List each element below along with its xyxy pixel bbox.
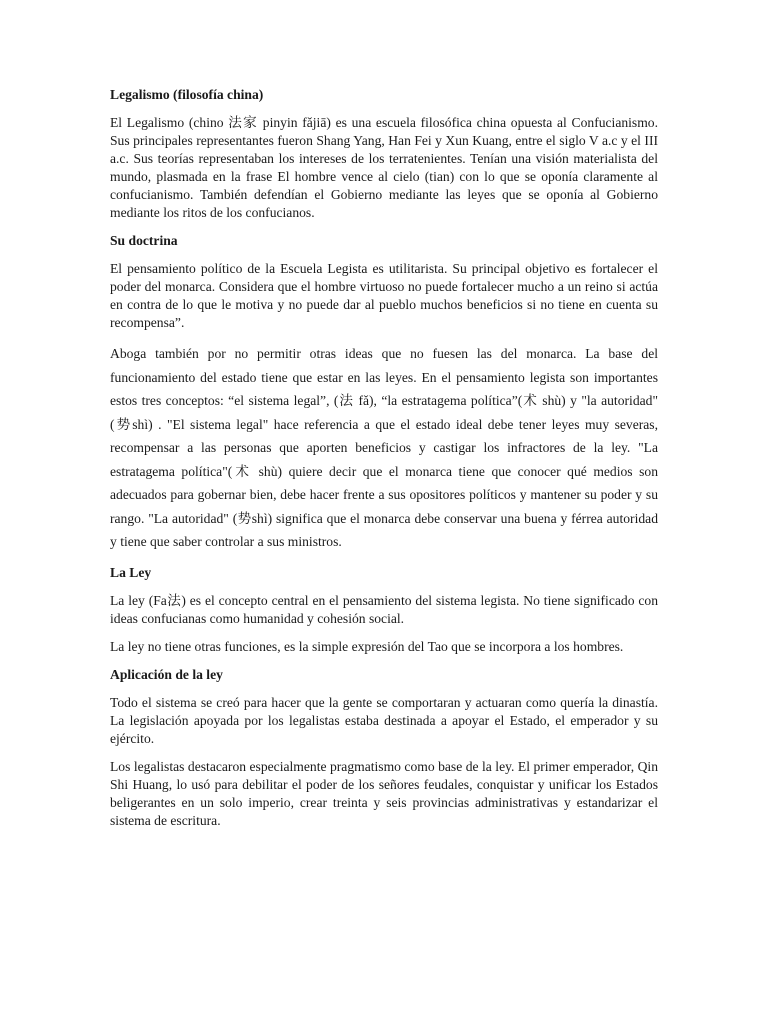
section-heading-doctrina: Su doctrina	[110, 233, 178, 248]
intro-paragraph: El Legalismo (chino 法家 pinyin fǎjiā) es una escuela filosófica china opuesta al Confucianismo. Sus principales representantes fueron Shang Yang, Han Fei y Xun Kuang, entre el siglo V a.c y el III a.c. Sus teorías representaban los intereses de los terratenientes. Tenían una visión materialista del mundo, plasmada en la frase El hombre vence al cielo (tian) con lo que se oponía claramente al confucianismo. También defendían el Gobierno mediante las leyes que se oponía al Gobierno mediante los ritos de los confucianos.	[110, 115, 658, 220]
la-ley-paragraph-1: La ley (Fa法) es el concepto central en el pensamiento del sistema legista. No tiene significado con ideas confucianas como humanidad y cohesión social.	[110, 592, 658, 626]
aplicacion-paragraph-1: Todo el sistema se creó para hacer que la gente se comportaran y actuaran como quería la dinastía. La legislación apoyada por los legalistas estaba destinada a apoyar el Estado, el emperador y su ejército.	[110, 694, 658, 746]
document-title: Legalismo (filosofía china)	[110, 87, 264, 102]
doctrina-paragraph-2: Aboga también por no permitir otras ideas que no fuesen las del monarca. La base del funcionamiento del estado tiene que estar en las leyes. En el pensamiento legista son importantes estos tres conceptos: “el sistema legal”, (法 fǎ), “la estratagema política”(术 shù) y "la autoridad" (势shì) . "El sistema legal" hace referencia a que el estado ideal debe tener leyes muy severas, recompensar a las personas que aporten beneficios y castigar los infractores de la ley. "La estratagema política"(术 shù) quiere decir que el monarca tiene que conocer qué medios son adecuados para gobernar bien, debe hacer frente a sus opositores políticos y mantener su poder y su rango. "La autoridad" (势shì) significa que el monarca debe conservar una buena y férrea autoridad y tiene que saber controlar a sus ministros.	[110, 346, 658, 549]
section-heading-aplicacion: Aplicación de la ley	[110, 666, 223, 682]
aplicacion-paragraph-2: Los legalistas destacaron especialmente pragmatismo como base de la ley. El primer emperador, Qin Shi Huang, lo usó para debilitar el poder de los señores feudales, conquistar y unificar los Estados beligerantes en un solo imperio, crear treinta y seis provincias administrativas y estandarizar el sistema de escritura.	[110, 758, 658, 828]
doctrina-paragraph-1: El pensamiento político de la Escuela Legista es utilitarista. Su principal objetivo es fortalecer el poder del monarca. Considera que el hombre virtuoso no puede fortalecer mucho a un reino si actúa en contra de lo que le motiva y no puede dar al pueblo muchos beneficios si no tiene en cuenta su recompensa”.	[110, 261, 658, 330]
la-ley-paragraph-2: La ley no tiene otras funciones, es la simple expresión del Tao que se incorpora a los hombres.	[110, 638, 624, 654]
section-heading-la-ley: La Ley	[110, 564, 152, 580]
